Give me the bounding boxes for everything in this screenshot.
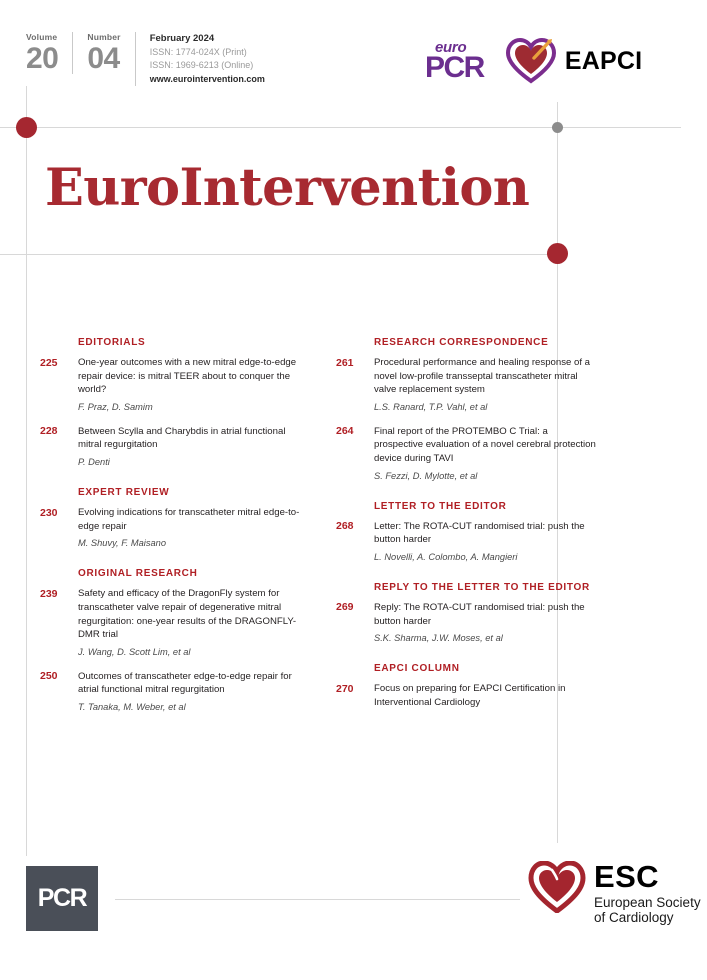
journal-title: EuroIntervention: [45, 158, 530, 218]
toc-entry[interactable]: [336, 425, 596, 483]
toc-entry-authors: P. Denti: [78, 457, 110, 468]
toc-entry[interactable]: [336, 601, 596, 645]
esc-full-name-line1: European Society: [594, 894, 701, 910]
issue-date: February 2024: [149, 33, 215, 44]
toc-column-left: [40, 336, 300, 725]
toc-entry-title: One-year outcomes with a new mitral edge-to-edge repair device: is mitral TEER about to conquer the world?: [78, 357, 297, 396]
volume-caption: Volume: [26, 32, 58, 42]
europcr-logo-euro-text: euro: [435, 38, 467, 56]
toc-entry-page-number: 261: [336, 356, 354, 369]
toc-section-heading: EDITORIALS: [78, 337, 146, 348]
toc-entry-body: [78, 425, 300, 469]
decorative-dot-red-middle-right: [547, 243, 568, 264]
toc-column-right: [336, 336, 596, 725]
toc-entry-body: [78, 506, 300, 550]
number-block: [72, 32, 134, 74]
issn-print: ISSN: 1774-024X (Print): [149, 47, 247, 58]
logo-row-header: [425, 33, 642, 89]
toc-section-heading: EXPERT REVIEW: [78, 487, 170, 499]
esc-logo-footer[interactable]: [528, 861, 701, 926]
esc-heart-icon: [528, 861, 586, 913]
toc-section-heading: ORIGINAL RESEARCH: [78, 568, 198, 580]
toc-entry-body: [78, 587, 300, 658]
toc-entry-title: Between Scylla and Charybdis in atrial functional mitral regurgitation: [78, 425, 286, 451]
toc-entry-authors: T. Tanaka, M. Weber, et al: [78, 701, 186, 712]
europcr-logo[interactable]: [425, 40, 484, 83]
toc-entry-body: [78, 670, 300, 714]
eapci-heart-arrow-icon: [506, 38, 556, 84]
toc-entry-authors: L. Novelli, A. Colombo, A. Mangieri: [374, 551, 518, 562]
toc-entry-title: Safety and efficacy of the DragonFly system for transcatheter valve repair of degenerative mitral regurgitation: one-year results of the DRAGONFLY-DMR trial: [78, 588, 297, 641]
table-of-contents: [0, 336, 707, 725]
eapci-logo-text: EAPCI: [564, 46, 643, 75]
toc-entry-page-number: 239: [40, 587, 58, 600]
toc-entry-page-number: 264: [336, 425, 354, 438]
pcr-logo-footer-text: PCR: [37, 884, 87, 912]
toc-section-heading: RESEARCH CORRESPONDENCE: [374, 337, 549, 348]
toc-entry-title: Procedural performance and healing response of a novel low-profile transseptal transcatheter mitral valve replacement system: [374, 357, 590, 396]
toc-entry[interactable]: [40, 587, 300, 658]
toc-entry-authors: M. Shuvy, F. Maisano: [78, 538, 167, 549]
toc-entry-body: [374, 682, 596, 709]
toc-entry-title: Final report of the PROTEMBO C Trial: a prospective evaluation of a novel cerebral protection device during TAVI: [374, 425, 596, 465]
toc-entry[interactable]: [336, 520, 596, 564]
esc-full-name-line2: of Cardiology: [594, 910, 674, 926]
decorative-dot-gray-top-right: [552, 122, 563, 133]
toc-entry[interactable]: [40, 425, 300, 469]
toc-entry-body: [374, 356, 596, 414]
toc-entry-body: [374, 425, 596, 483]
number-caption: Number: [87, 32, 121, 42]
toc-entry-authors: S.K. Sharma, J.W. Moses, et al: [374, 633, 503, 644]
toc-section-heading: EAPCI COLUMN: [374, 663, 460, 675]
journal-website[interactable]: www.eurointervention.com: [149, 74, 265, 85]
decorative-dot-red-top-left: [16, 117, 37, 138]
toc-entry-title: Evolving indications for transcatheter mitral edge-to-edge repair: [78, 507, 300, 532]
esc-full-name: [594, 895, 701, 927]
toc-entry-page-number: 268: [336, 520, 354, 533]
toc-entry-authors: F. Praz, D. Samim: [78, 401, 153, 412]
toc-entry[interactable]: [336, 356, 596, 414]
toc-entry-authors: J. Wang, D. Scott Lim, et al: [78, 646, 191, 657]
toc-entry[interactable]: [40, 506, 300, 550]
toc-entry-title: Focus on preparing for EAPCI Certification in Interventional Cardiology: [374, 683, 566, 708]
toc-section-heading: REPLY TO THE LETTER TO THE EDITOR: [374, 581, 590, 593]
toc-entry-authors: S. Fezzi, D. Mylotte, et al: [374, 470, 478, 481]
toc-section-heading: LETTER TO THE EDITOR: [374, 500, 507, 512]
masthead: [26, 32, 279, 86]
esc-abbreviation: ESC: [594, 859, 659, 894]
horizontal-rule-top: [0, 127, 681, 128]
toc-entry-body: [374, 601, 596, 645]
toc-entry-page-number: 270: [336, 682, 354, 695]
europcr-logo-pcr-text: PCR: [425, 50, 484, 84]
volume-number: 20: [26, 42, 59, 75]
issn-online: ISSN: 1969-6213 (Online): [149, 60, 254, 71]
toc-entry-page-number: 230: [40, 506, 58, 519]
toc-entry-page-number: 225: [40, 356, 58, 369]
toc-entry[interactable]: [40, 670, 300, 714]
toc-entry-title: Reply: The ROTA-CUT randomised trial: push the button harder: [374, 601, 585, 627]
horizontal-rule-middle: [0, 254, 560, 255]
eapci-logo[interactable]: [506, 38, 642, 84]
toc-entry[interactable]: [336, 682, 596, 709]
toc-entry-title: Outcomes of transcatheter edge-to-edge repair for atrial functional mitral regurgitation: [78, 670, 292, 696]
issue-number: 04: [87, 42, 120, 75]
toc-entry[interactable]: [40, 356, 300, 414]
toc-entry-page-number: 250: [40, 670, 58, 683]
issue-info-block: [135, 32, 279, 86]
toc-entry-title: Letter: The ROTA-CUT randomised trial: push the button harder: [374, 520, 585, 546]
esc-logo-wordmark: [594, 861, 701, 926]
horizontal-rule-footer: [115, 899, 520, 900]
toc-entry-body: [374, 520, 596, 564]
toc-entry-body: [78, 356, 300, 414]
volume-block: [26, 32, 72, 74]
toc-entry-page-number: 228: [40, 425, 58, 438]
toc-entry-page-number: 269: [336, 601, 354, 614]
pcr-logo-footer[interactable]: [26, 866, 98, 931]
toc-entry-authors: L.S. Ranard, T.P. Vahl, et al: [374, 401, 488, 412]
